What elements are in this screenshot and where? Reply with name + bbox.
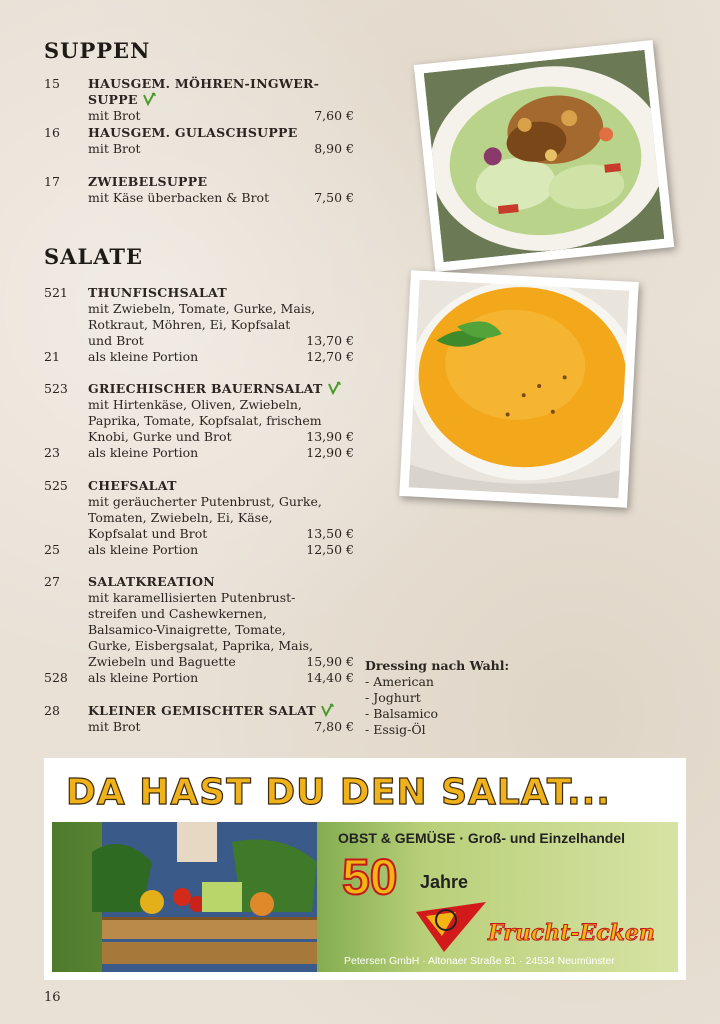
item-price: 15,90 € <box>306 654 354 669</box>
item-number-small: 25 <box>44 542 60 557</box>
dressing-option: - American <box>365 674 434 689</box>
item-description: mit Brot <box>88 141 141 156</box>
item-description: Balsamico-Vinaigrette, Tomate, <box>88 622 286 637</box>
salad-photo <box>414 40 674 272</box>
dressing-option: - Essig-Öl <box>365 722 426 737</box>
item-number: 27 <box>44 574 60 589</box>
item-name: THUNFISCHSALAT <box>88 285 227 300</box>
banner-address: Petersen GmbH · Altonaer Straße 81 · 24534 Neumünster <box>344 955 615 967</box>
section-title-suppen: SUPPEN <box>44 38 151 63</box>
item-number: 523 <box>44 381 68 396</box>
item-description: mit Zwiebeln, Tomate, Gurke, Mais, <box>88 301 316 316</box>
item-name: HAUSGEM. MÖHREN-INGWER-SUPPE <box>88 76 320 107</box>
item-name: HAUSGEM. GULASCHSUPPE <box>88 125 298 140</box>
item-description: mit Hirtenkäse, Oliven, Zwiebeln, <box>88 397 302 412</box>
small-portion-label: als kleine Portion <box>88 670 199 685</box>
brand-logo-text: Frucht-Ecken <box>488 920 655 946</box>
banner-tagline: OBST & GEMÜSE · Groß- und Einzelhandel <box>338 830 626 846</box>
item-name: ZWIEBELSUPPE <box>88 174 208 189</box>
item-number: 17 <box>44 174 60 189</box>
item-price-small: 14,40 € <box>306 670 354 685</box>
small-portion-label: als kleine Portion <box>88 542 199 557</box>
menu-item <box>44 174 354 206</box>
item-number-small: 528 <box>44 670 68 685</box>
dressing-option: - Balsamico <box>365 706 439 721</box>
section-title-salate: SALATE <box>44 244 144 269</box>
dressing-option: - Joghurt <box>365 690 421 705</box>
item-description: Rotkraut, Möhren, Ei, Kopfsalat <box>88 317 291 332</box>
vegetarian-icon <box>327 381 341 395</box>
small-portion-label: als kleine Portion <box>88 349 199 364</box>
item-number: 525 <box>44 478 68 493</box>
item-name: GRIECHISCHER BAUERNSALAT <box>88 381 323 396</box>
item-price: 7,60 € <box>314 108 354 123</box>
apple-logo-icon <box>416 902 486 952</box>
item-price-small: 12,90 € <box>306 445 354 460</box>
banner-image-area <box>52 822 678 972</box>
item-price: 13,90 € <box>306 429 354 444</box>
small-portion-label: als kleine Portion <box>88 445 199 460</box>
soup-photo <box>399 270 639 508</box>
item-name: SALATKREATION <box>88 574 215 589</box>
item-number: 15 <box>44 76 60 91</box>
item-name: CHEFSALAT <box>88 478 177 493</box>
item-price: 13,70 € <box>306 333 354 348</box>
item-price-small: 12,70 € <box>306 349 354 364</box>
menu-item <box>44 381 354 461</box>
item-number: 521 <box>44 285 68 300</box>
item-number: 16 <box>44 125 60 140</box>
item-description: und Brot <box>88 333 144 348</box>
dressing-heading: Dressing nach Wahl: <box>365 658 510 673</box>
item-description: Kopfsalat und Brot <box>88 526 208 541</box>
item-description: Gurke, Eisbergsalat, Paprika, Mais, <box>88 638 314 653</box>
menu-item <box>44 285 354 365</box>
item-description: mit geräucherter Putenbrust, Gurke, <box>88 494 322 509</box>
item-price: 8,90 € <box>314 141 354 156</box>
page-number: 16 <box>44 990 61 1005</box>
menu-item <box>44 76 354 124</box>
vegetable-crate-illustration <box>82 822 332 972</box>
menu-item <box>44 703 354 735</box>
vegetarian-icon <box>142 92 156 106</box>
item-name: KLEINER GEMISCHTER SALAT <box>88 703 316 718</box>
item-description: Tomaten, Zwiebeln, Ei, Käse, <box>88 510 273 525</box>
item-description: mit Brot <box>88 108 141 123</box>
item-description: Knobi, Gurke und Brot <box>88 429 232 444</box>
item-price-small: 12,50 € <box>306 542 354 557</box>
menu-item <box>44 125 354 157</box>
dressing-options <box>365 658 509 738</box>
item-description: Paprika, Tomate, Kopfsalat, frischem <box>88 413 322 428</box>
item-description: Zwiebeln und Baguette <box>88 654 236 669</box>
item-description: streifen und Cashewkernen, <box>88 606 267 621</box>
vegetarian-icon <box>320 703 334 717</box>
item-price: 7,50 € <box>314 190 354 205</box>
item-price: 13,50 € <box>306 526 354 541</box>
item-price: 7,80 € <box>314 719 354 734</box>
anniversary-word: Jahre <box>420 872 469 892</box>
item-number: 28 <box>44 703 60 718</box>
menu-item <box>44 574 354 686</box>
menu-item <box>44 478 354 558</box>
item-number-small: 23 <box>44 445 60 460</box>
anniversary-number: 50 <box>342 849 398 905</box>
item-description: mit Käse überbacken & Brot <box>88 190 270 205</box>
item-number-small: 21 <box>44 349 60 364</box>
advertisement-banner <box>44 758 686 980</box>
banner-headline: DA HAST DU DEN SALAT... <box>66 772 611 813</box>
item-description: mit karamellisierten Putenbrust- <box>88 590 296 605</box>
item-description: mit Brot <box>88 719 141 734</box>
